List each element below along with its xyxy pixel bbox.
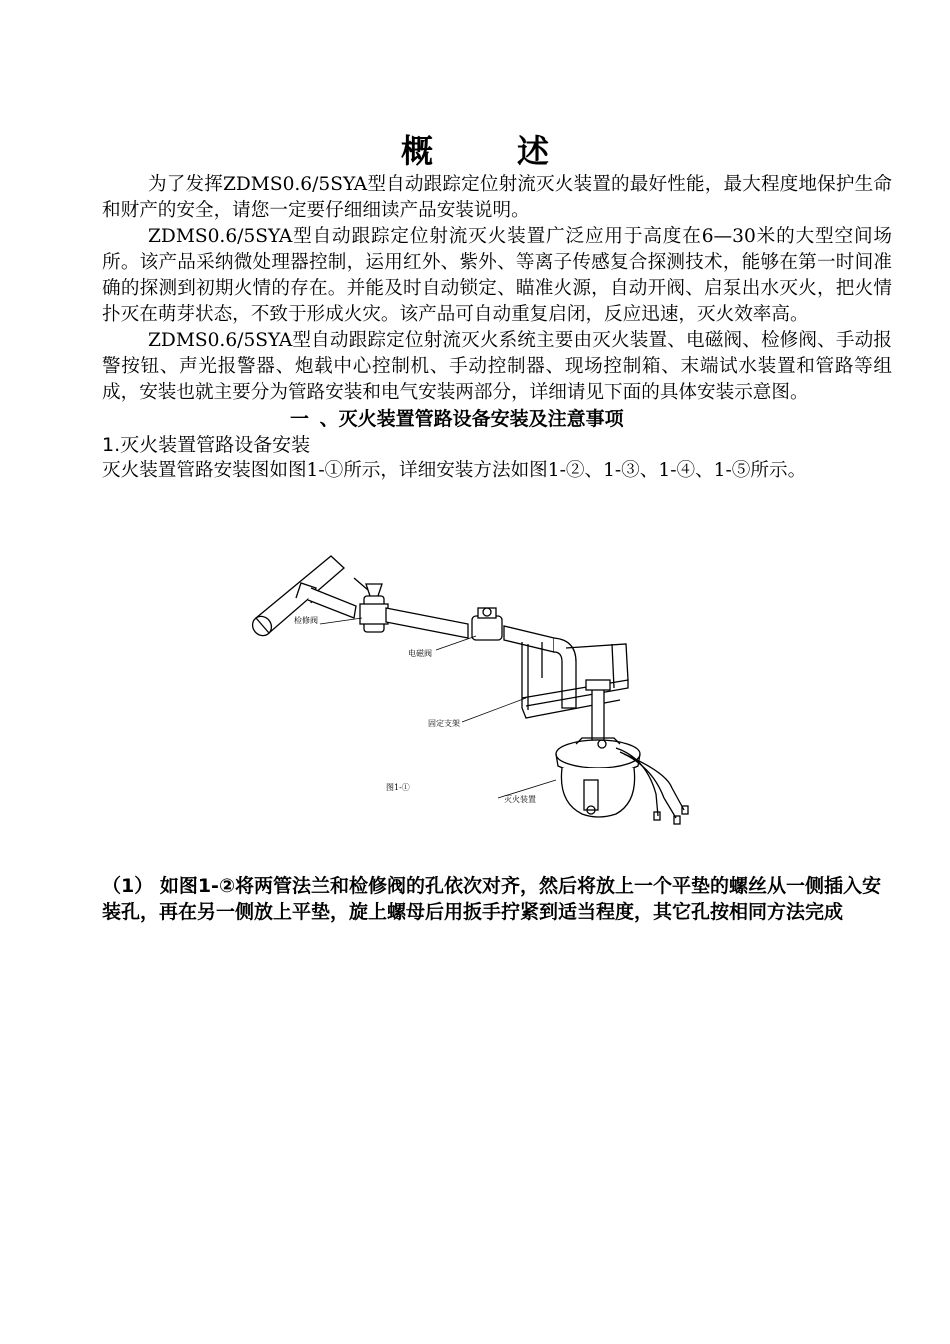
label-fixed-bracket: 固定支架 <box>428 719 460 728</box>
step-1-instruction: （1） 如图1-②将两管法兰和检修阀的孔依次对齐，然后将放上一个平垫的螺丝从一侧插入安装孔，再在另一侧放上平垫，旋上螺母后用扳手拧紧到适当程度，其它孔按相同方法完成 <box>102 875 882 923</box>
section-heading: 一 、灭火装置管路设备安装及注意事项 <box>290 408 624 430</box>
document-body <box>102 172 892 484</box>
intro-text: 灭火装置管路安装图如图1-①所示，详细安装方法如图1-②、1-③、1-④、1-⑤所示。 <box>102 460 807 481</box>
paragraph-composition: ZDMS0.6/5SYA型自动跟踪定位射流灭火系统主要由灭火装置、电磁阀、检修阀、手动报警按钮、声光报警器、炮载中心控制机、手动控制器、现场控制箱、末端试水装置和管路等组成，安装也就主要分为管路安装和电气安装两部分，详细请见下面的具体安装示意图。 <box>102 330 892 403</box>
figure-caption: 图1-① <box>386 783 410 792</box>
sub-heading: 1.灭火装置管路设备安装 <box>102 434 311 456</box>
paragraph-application: ZDMS0.6/5SYA型自动跟踪定位射流灭火装置广泛应用于高度在6—30米的大型空间场所。该产品采纳微处理器控制，运用红外、紫外、等离子传感复合探测技术，能够在第一时间准确的探测到初期火情的存在。并能及时自动锁定、瞄准火源，自动开阀、启泵出水灭火，把火情扑灭在萌芽状态，不致于形成火灾。该产品可自动重复启闭，反应迅速，灭火效率高。 <box>102 226 892 325</box>
paragraph-purpose: 为了发挥ZDMS0.6/5SYA型自动跟踪定位射流灭火装置的最好性能，最大程度地保护生命和财产的安全，请您一定要仔细细读产品安装说明。 <box>102 174 892 221</box>
page-title: 概 述 <box>400 132 575 170</box>
label-solenoid-valve: 电磁阀 <box>408 649 432 658</box>
pipe-installation-diagram <box>236 548 706 838</box>
label-fire-device: 灭火装置 <box>504 795 536 804</box>
label-check-valve: 检修阀 <box>294 616 318 625</box>
